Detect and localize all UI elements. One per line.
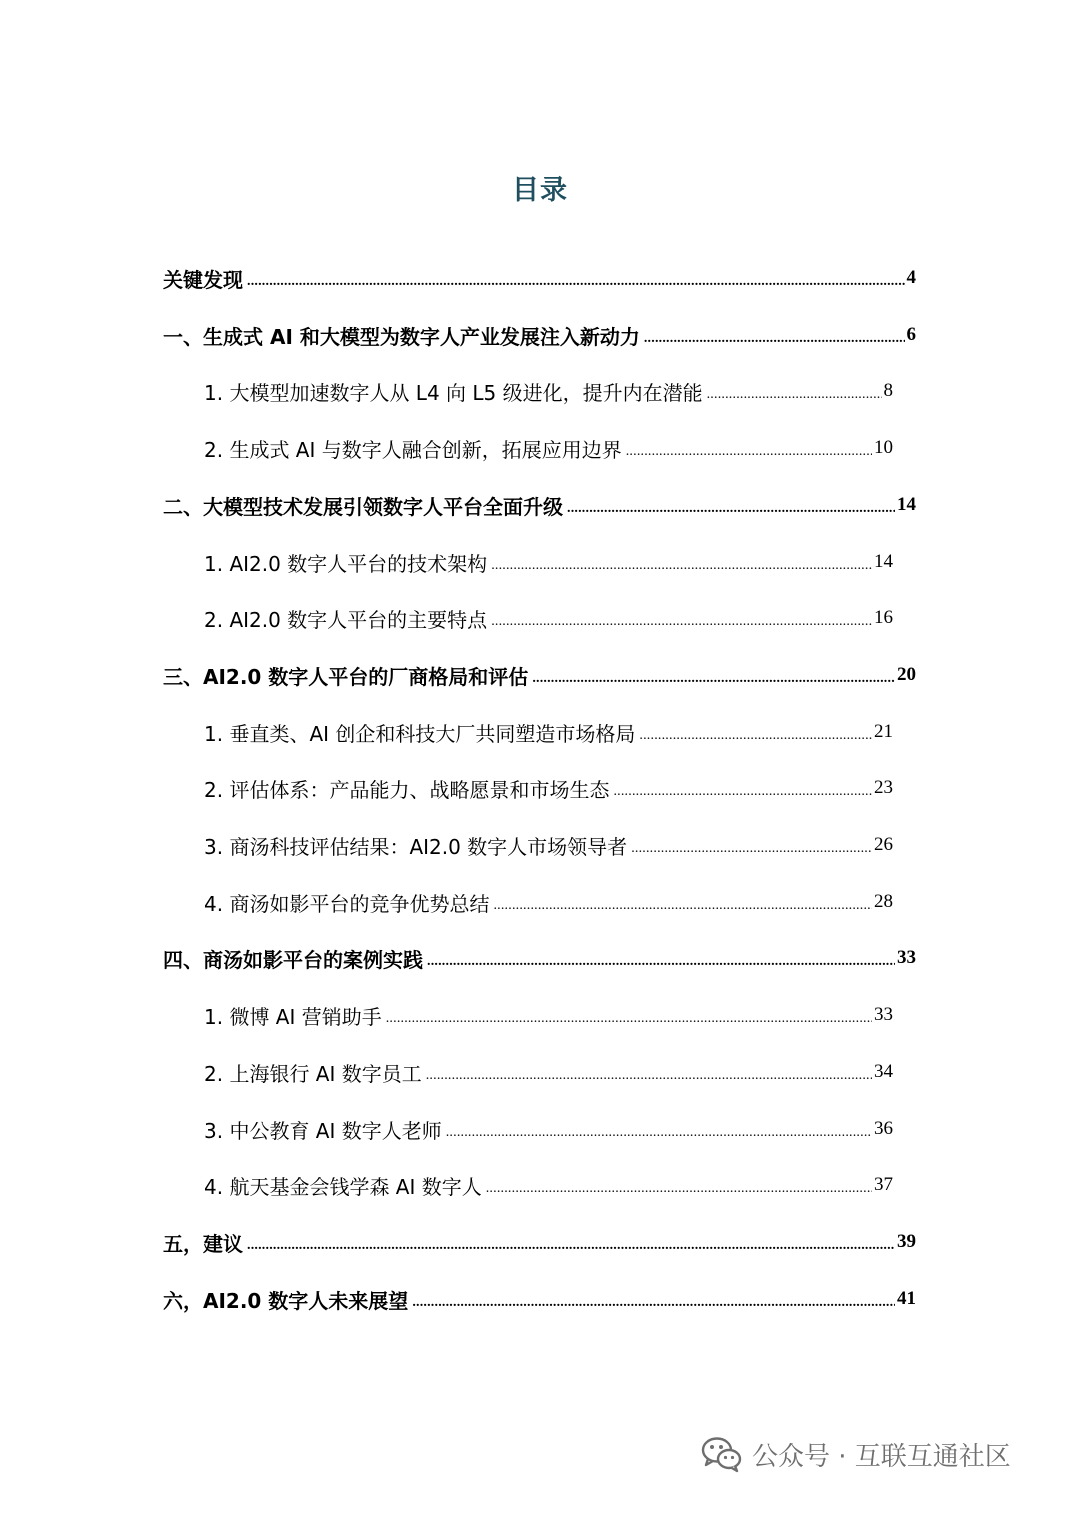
toc-page-number: 4 [906,267,916,288]
toc-page-number: 14 [897,494,916,515]
toc-page-number: 6 [906,324,916,345]
toc-leader-dots [631,841,872,857]
toc-entry-label: 3. 商汤科技评估结果：AI2.0 数字人市场领导者 [204,834,628,859]
toc-section[interactable] [163,655,916,695]
toc-entry-label: 1. AI2.0 数字人平台的技术架构 [204,551,488,576]
toc-page-number: 26 [874,834,893,855]
toc-page-number: 34 [874,1061,893,1082]
toc-page-number: 20 [897,664,916,685]
toc-entry-label: 四、商汤如影平台的案例实践 [163,947,423,972]
toc-page-number: 8 [883,380,893,401]
toc-entry-label: 1. 大模型加速数字人从 L4 向 L5 级进化，提升内在潜能 [204,380,703,405]
toc-leader-dots [567,501,895,517]
toc-leader-dots [386,1011,872,1027]
toc-leader-dots [493,898,872,914]
toc-entry-label: 2. AI2.0 数字人平台的主要特点 [204,607,488,632]
toc-entry-label: 2. 上海银行 AI 数字员工 [204,1061,422,1086]
toc-subsection[interactable] [204,882,893,922]
toc-section[interactable] [163,938,916,978]
toc-subsection[interactable] [204,428,893,468]
toc-subsection[interactable] [204,542,893,582]
toc-page-number: 10 [874,437,893,458]
toc-page-number: 16 [874,607,893,628]
toc-entry-label: 1. 微博 AI 营销助手 [204,1004,382,1029]
toc-page-number: 41 [897,1288,916,1309]
toc-section[interactable] [163,258,916,298]
toc-page-number: 28 [874,891,893,912]
toc-section[interactable] [163,1222,916,1262]
toc-section[interactable] [163,1279,916,1319]
toc-leader-dots [412,1295,895,1311]
toc-page-number: 39 [897,1231,916,1252]
watermark [700,1432,1011,1476]
toc-subsection[interactable] [204,768,893,808]
toc-leader-dots [247,274,905,290]
toc-entry-label: 2. 评估体系：产品能力、战略愿景和市场生态 [204,777,610,802]
toc-leader-dots [644,331,905,347]
toc-subsection[interactable] [204,598,893,638]
toc-entry-label: 六，AI2.0 数字人未来展望 [163,1288,409,1313]
toc-subsection[interactable] [204,712,893,752]
toc-entry-label: 3. 中公教育 AI 数字人老师 [204,1118,442,1143]
toc-leader-dots [626,444,872,460]
toc-entry-label: 1. 垂直类、AI 创企和科技大厂共同塑造市场格局 [204,721,636,746]
toc-page-number: 33 [897,947,916,968]
toc-subsection[interactable] [204,1109,893,1149]
toc-leader-dots [491,558,872,574]
toc-entry-label: 4. 航天基金会钱学森 AI 数字人 [204,1174,482,1199]
toc-section[interactable] [163,485,916,525]
toc-leader-dots [707,387,882,403]
toc-leader-dots [639,728,872,744]
toc-leader-dots [446,1125,872,1141]
toc-entry-label: 一、生成式 AI 和大模型为数字人产业发展注入新动力 [163,324,640,349]
toc-entry-label: 二、大模型技术发展引领数字人平台全面升级 [163,494,563,519]
watermark-text: 公众号 · 互联互通社区 [752,1441,1011,1472]
toc-subsection[interactable] [204,1165,893,1205]
toc-page-number: 14 [874,551,893,572]
toc-leader-dots [426,1068,872,1084]
toc-subsection[interactable] [204,1052,893,1092]
toc-subsection[interactable] [204,371,893,411]
toc-leader-dots [247,1238,895,1254]
toc-subsection[interactable] [204,995,893,1035]
wechat-icon [700,1434,744,1474]
toc-leader-dots [427,954,895,970]
toc-entry-label: 三、AI2.0 数字人平台的厂商格局和评估 [163,664,529,689]
toc-page-number: 36 [874,1118,893,1139]
toc-page-number: 37 [874,1174,893,1195]
toc-page-number: 33 [874,1004,893,1025]
toc-entry-label: 五，建议 [163,1231,243,1256]
toc-entry-label: 关键发现 [163,267,243,292]
toc-leader-dots [613,784,872,800]
toc-leader-dots [532,671,895,687]
toc-leader-dots [486,1181,872,1197]
toc-leader-dots [491,614,872,630]
page-title: 目录 [512,175,568,206]
toc-page-number: 23 [874,777,893,798]
toc-subsection[interactable] [204,825,893,865]
toc-entry-label: 4. 商汤如影平台的竞争优势总结 [204,891,490,916]
toc-section[interactable] [163,315,916,355]
toc-entry-label: 2. 生成式 AI 与数字人融合创新，拓展应用边界 [204,437,622,462]
toc-page-number: 21 [874,721,893,742]
